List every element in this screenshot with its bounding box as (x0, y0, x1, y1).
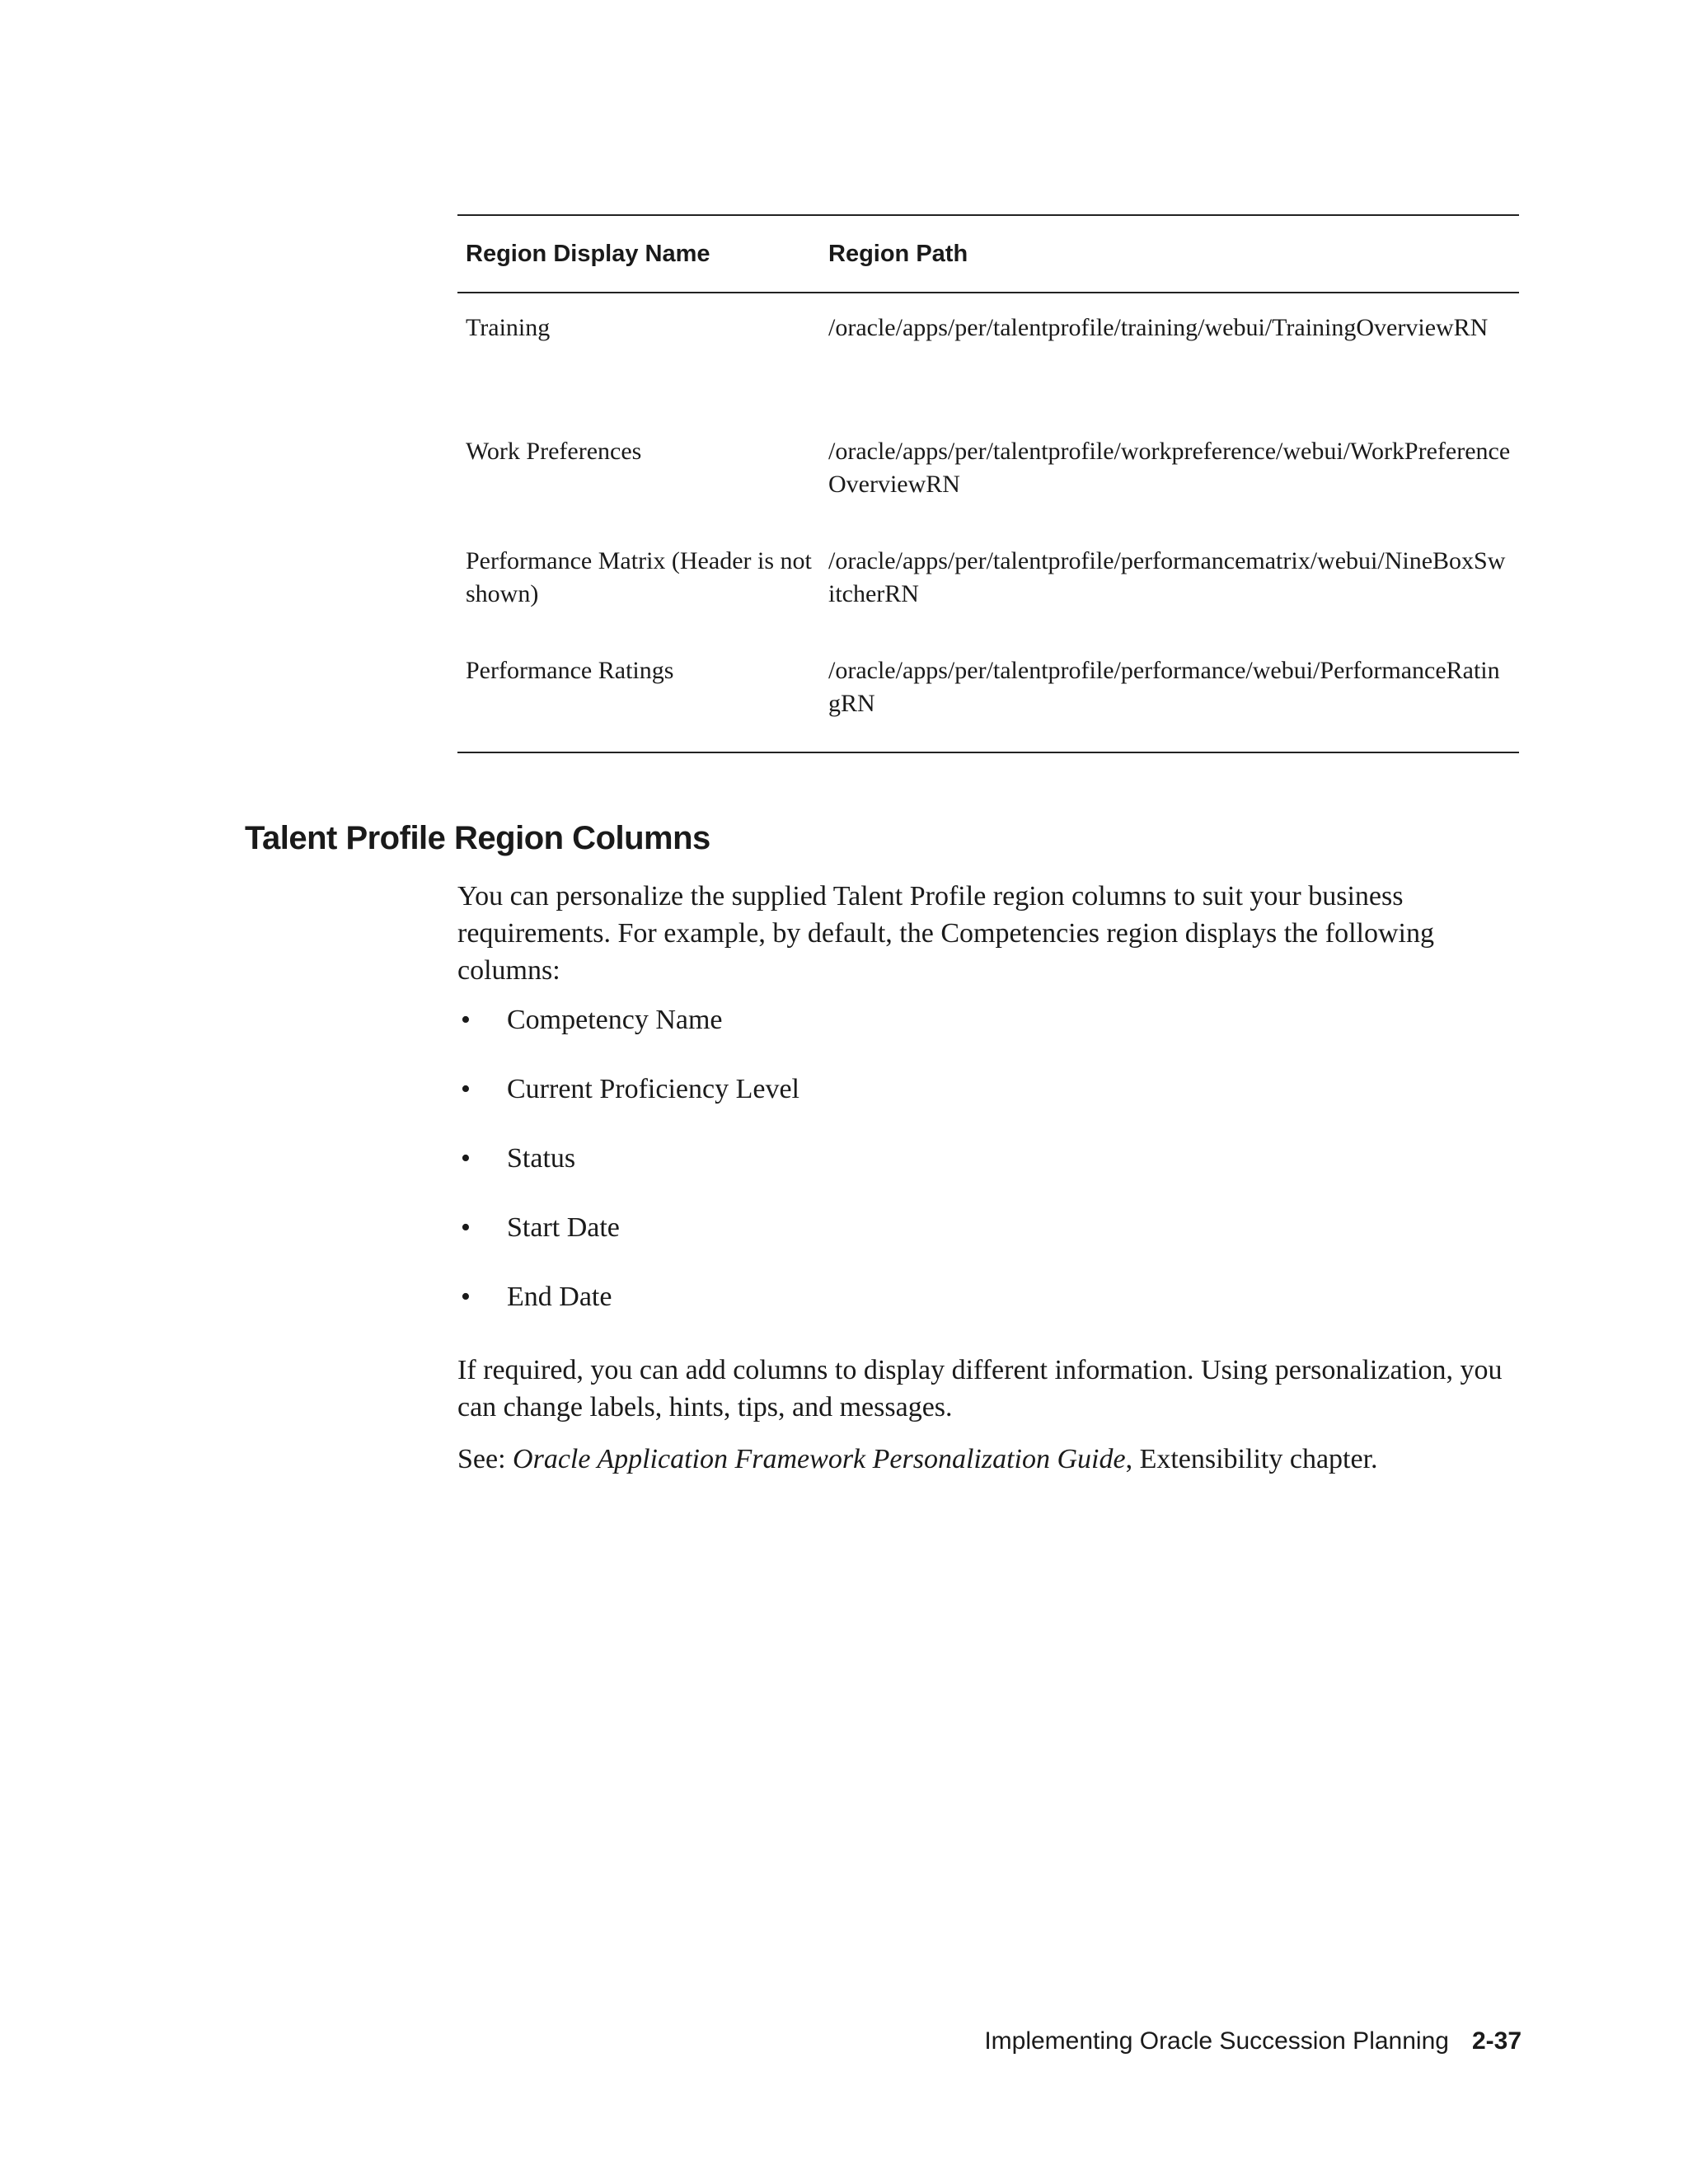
region-display-name-cell: Performance Matrix (Header is not shown) (466, 547, 812, 607)
column-header-region-path: Region Path (828, 240, 968, 267)
see-guide-title: Oracle Application Framework Personalization Guide (513, 1444, 1126, 1474)
region-display-name-cell: Training (466, 314, 551, 341)
see-suffix: , Extensibility chapter. (1125, 1444, 1378, 1474)
required-paragraph: If required, you can add columns to display different information. Using personalization, you can change labels, hints, tips, and messages. (457, 1355, 1503, 1422)
list-item-text: Competency Name (507, 1005, 723, 1035)
table-row (457, 636, 1519, 752)
table-header-row (457, 216, 1519, 293)
list-item-text: Current Proficiency Level (507, 1074, 799, 1104)
region-path-cell: /oracle/apps/per/talentprofile/training/webui/TrainingOverviewRN (828, 314, 1489, 341)
list-item-text: Start Date (507, 1212, 620, 1243)
footer-title: Implementing Oracle Succession Planning (984, 2027, 1449, 2055)
bullet-icon: • (461, 1282, 471, 1312)
bullet-icon: • (461, 1005, 471, 1035)
page-number: 2-37 (1471, 2027, 1522, 2055)
list-item-text: Status (507, 1143, 576, 1174)
see-reference (457, 1441, 1521, 1478)
section-heading: Talent Profile Region Columns (245, 820, 710, 856)
bullet-icon: • (461, 1074, 471, 1104)
region-display-name-cell: Work Preferences (466, 438, 642, 465)
see-prefix: See: (457, 1444, 513, 1474)
bullet-icon: • (461, 1143, 471, 1174)
column-header-region-display-name: Region Display Name (466, 240, 710, 267)
list-item (457, 1209, 799, 1278)
region-display-name-cell: Performance Ratings (466, 657, 674, 684)
region-path-cell: /oracle/apps/per/talentprofile/performancematrix/webui/NineBoxSwitcherRN (828, 547, 1506, 607)
bullet-icon: • (461, 1212, 471, 1243)
region-path-cell: /oracle/apps/per/talentprofile/performance/webui/PerformanceRatingRN (828, 657, 1500, 717)
table-row (457, 293, 1519, 417)
region-path-cell: /oracle/apps/per/talentprofile/workpreference/webui/WorkPreferenceOverviewRN (828, 438, 1511, 498)
list-item-text: End Date (507, 1282, 612, 1312)
list-item (457, 1001, 799, 1071)
intro-paragraph: You can personalize the supplied Talent Profile region columns to suit your business requirements. For example, by default, the Competencies region displays the following columns: (457, 881, 1434, 986)
table-row (457, 527, 1519, 636)
column-list (457, 1001, 799, 1347)
list-item (457, 1071, 799, 1140)
list-item (457, 1278, 799, 1347)
region-table (457, 214, 1519, 753)
table-row (457, 417, 1519, 527)
page-footer (984, 2027, 1522, 2055)
list-item (457, 1140, 799, 1209)
